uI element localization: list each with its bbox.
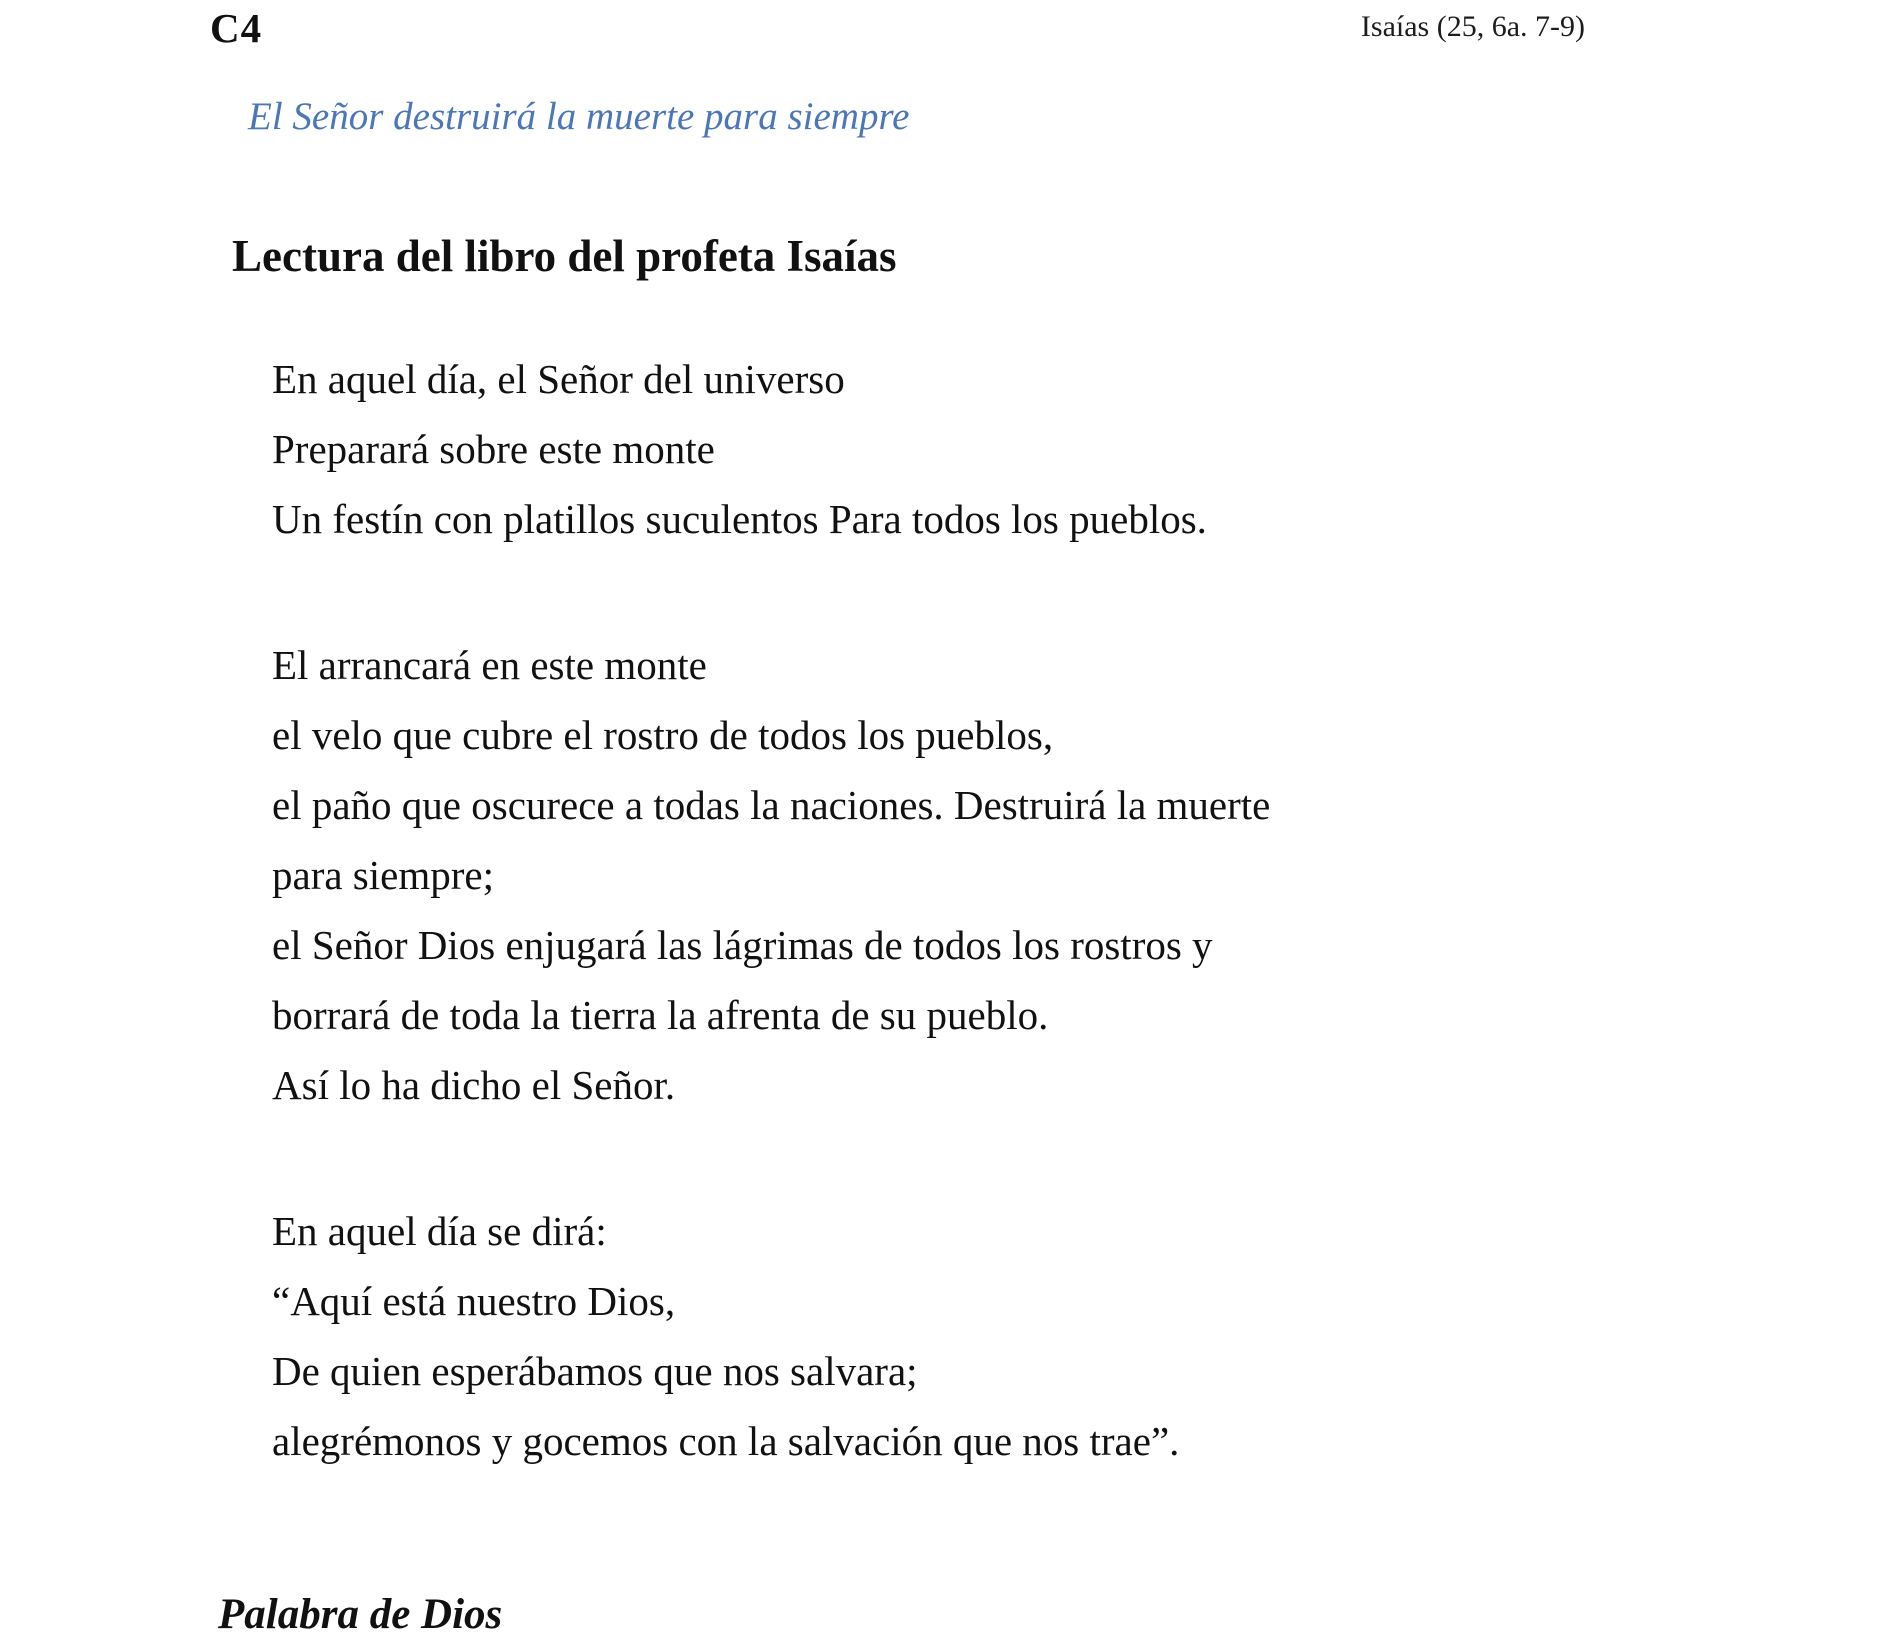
- scripture-reference: Isaías (25, 6a. 7-9): [1360, 10, 1585, 43]
- reading-paragraph: [272, 630, 1712, 1120]
- reading-theme-subtitle: El Señor destruirá la muerte para siempre: [248, 95, 910, 138]
- reading-title: Lectura del libro del profeta Isaías: [232, 231, 897, 281]
- reading-line: el paño que oscurece a todas la naciones. Destruirá la muerte: [272, 782, 1271, 828]
- reading-line: Un festín con platillos suculentos Para todos los pueblos.: [272, 496, 1207, 542]
- reading-line: el Señor Dios enjugará las lágrimas de todos los rostros y: [272, 922, 1213, 968]
- reading-line: En aquel día se dirá:: [272, 1208, 607, 1254]
- reading-line: En aquel día, el Señor del universo: [272, 356, 845, 402]
- reading-line: El arrancará en este monte: [272, 642, 707, 688]
- reading-line: Así lo ha dicho el Señor.: [272, 1062, 676, 1108]
- closing-acclamation: Palabra de Dios: [218, 1591, 503, 1638]
- reading-line: Preparará sobre este monte: [272, 426, 715, 472]
- reading-line: para siempre;: [272, 852, 494, 898]
- reading-paragraph: [272, 1196, 1712, 1476]
- reading-paragraph: [272, 344, 1712, 554]
- reading-line: “Aquí está nuestro Dios,: [272, 1278, 676, 1324]
- reading-body: [272, 344, 1712, 1552]
- page-code: C4: [210, 5, 263, 51]
- reading-line: alegrémonos y gocemos con la salvación que nos trae”.: [272, 1418, 1180, 1464]
- reading-line: borrará de toda la tierra la afrenta de su pueblo.: [272, 992, 1049, 1038]
- reading-line: De quien esperábamos que nos salvara;: [272, 1348, 918, 1394]
- reading-line: el velo que cubre el rostro de todos los pueblos,: [272, 712, 1054, 758]
